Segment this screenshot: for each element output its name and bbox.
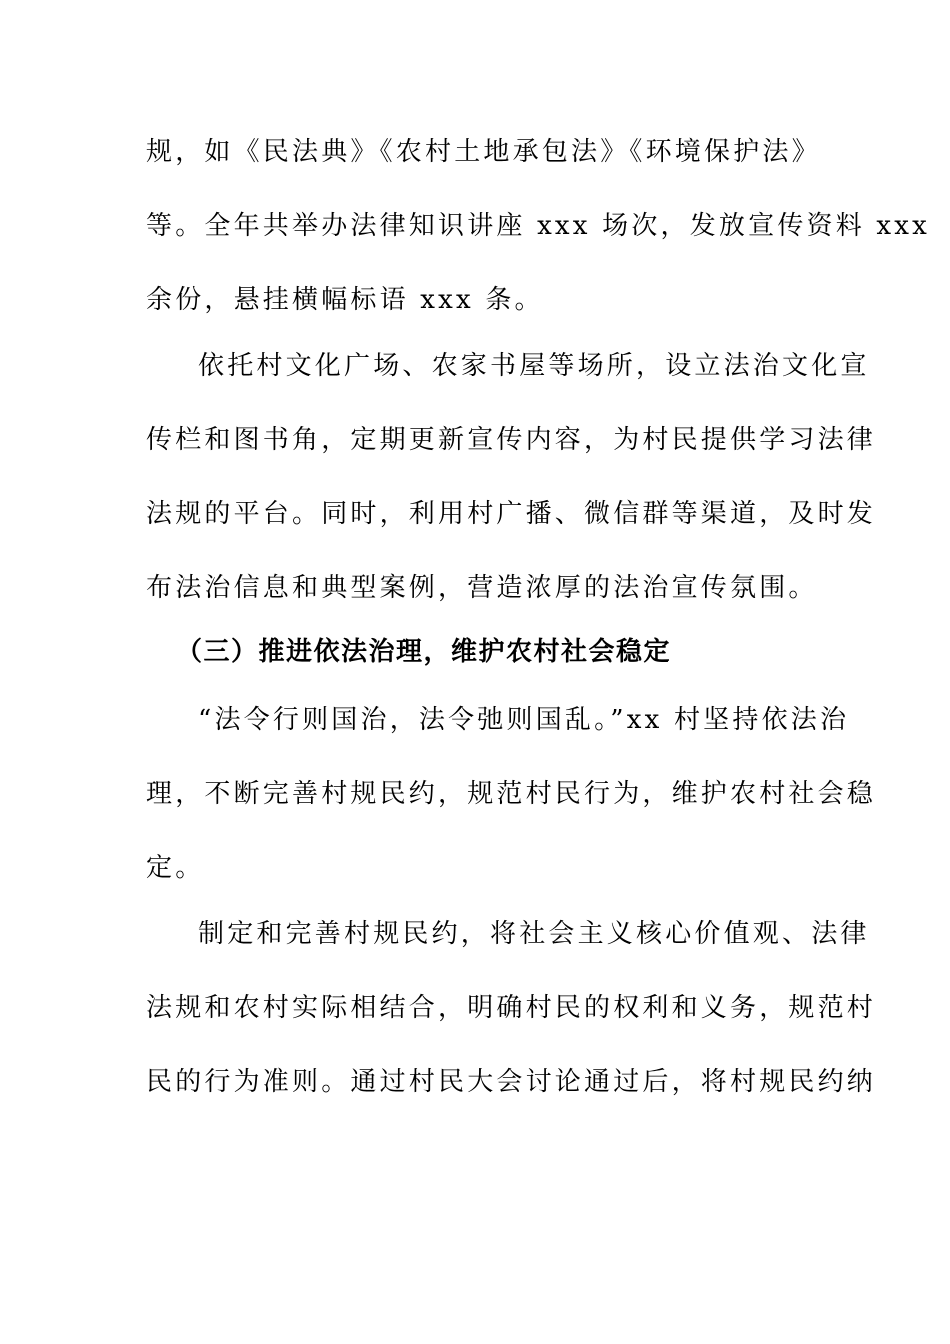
paragraph-line: 布法治信息和典型案例，营造浓厚的法治宣传氛围。	[146, 573, 818, 603]
paragraph-line: 规，如《民法典》《农村土地承包法》《环境保护法》	[146, 137, 821, 167]
paragraph-line: 理，不断完善村规民约，规范村民行为，维护农村社会稳	[146, 779, 877, 809]
paragraph-line: 依托村文化广场、农家书屋等场所，设立法治文化宣	[198, 351, 870, 381]
paragraph-line: 法规的平台。同时，利用村广播、微信群等渠道，及时发	[146, 499, 877, 529]
paragraph-line: 制定和完善村规民约，将社会主义核心价值观、法律	[198, 919, 870, 949]
paragraph-line: 等。全年共举办法律知识讲座 xxx 场次，发放宣传资料 xxx	[146, 211, 930, 241]
paragraph-line: 余份，悬挂横幅标语 xxx 条。	[146, 285, 544, 315]
paragraph-line: 民的行为准则。通过村民大会讨论通过后，将村规民约纳	[146, 1067, 877, 1097]
paragraph-line: 定。	[146, 853, 205, 883]
paragraph-line: 传栏和图书角，定期更新宣传内容，为村民提供学习法律	[146, 425, 877, 455]
section-heading: （三）推进依法治理，维护农村社会稳定	[176, 637, 672, 667]
paragraph-line: 法规和农村实际相结合，明确村民的权利和义务，规范村	[146, 993, 877, 1023]
paragraph-line: “法令行则国治，法令弛则国乱。”xx 村坚持依法治	[198, 705, 850, 735]
